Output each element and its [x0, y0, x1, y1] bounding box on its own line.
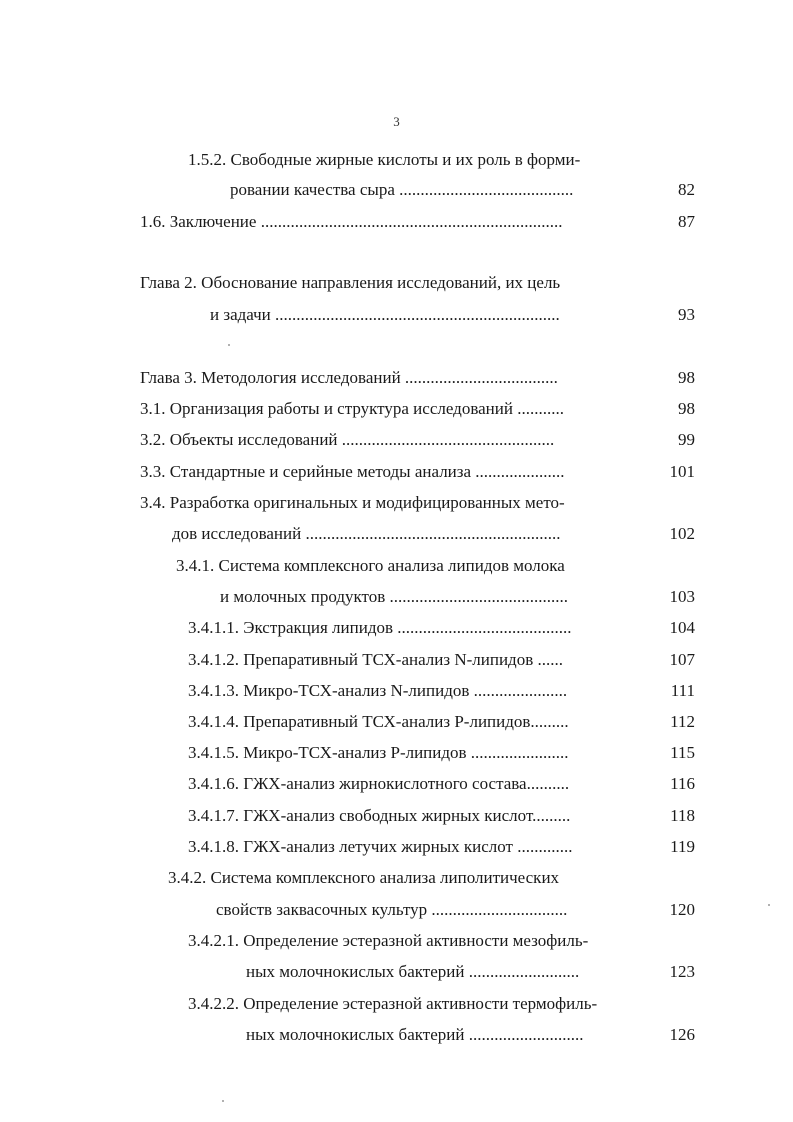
toc-entry: 3.4.1.2. Препаративный ТСХ-анализ N-липидов ...... — [188, 650, 563, 669]
toc-entry: свойств заквасочных культур ................................ — [216, 900, 568, 919]
toc-page-number: 98 — [678, 368, 695, 387]
toc-entry: и молочных продуктов .......................................... — [220, 587, 569, 606]
toc-entry: 3.2. Объекты исследований .................................................. — [140, 430, 555, 449]
toc-page-number: 104 — [669, 618, 695, 637]
toc-page-number: 102 — [669, 524, 695, 543]
toc-page-number: 87 — [678, 212, 695, 231]
toc-entry: Глава 3. Методология исследований .................................... — [140, 368, 558, 387]
toc-entry: 3.4.1. Система комплексного анализа липидов молока — [176, 556, 565, 575]
scan-speck — [228, 344, 230, 346]
scan-speck — [768, 904, 770, 906]
toc-entry: дов исследований ............................................................ — [172, 524, 561, 543]
toc-page-number: 82 — [678, 180, 695, 199]
toc-entry: 3.4.1.1. Экстракция липидов ......................................... — [188, 618, 572, 637]
toc-page-number: 111 — [670, 681, 695, 700]
toc-page-number: 119 — [670, 837, 695, 856]
toc-page-number: 123 — [669, 962, 695, 981]
toc-entry: 3.3. Стандартные и серийные методы анализа ..................... — [140, 462, 565, 481]
toc-page-number: 112 — [670, 712, 695, 731]
toc-entry: 3.4.1.5. Микро-ТСХ-анализ Р-липидов ....................... — [188, 743, 569, 762]
page-number: 3 — [393, 114, 400, 129]
toc-entry: 3.4.2.2. Определение эстеразной активности термофиль- — [188, 994, 598, 1013]
toc-entry: ных молочнокислых бактерий ........................... — [246, 1025, 584, 1044]
toc-page-number: 103 — [669, 587, 695, 606]
toc-page-number: 116 — [670, 774, 695, 793]
toc-page-number: 115 — [670, 743, 695, 762]
toc-entry: 3.1. Организация работы и структура исследований ........... — [140, 399, 564, 418]
toc-entry: ных молочнокислых бактерий .......................... — [246, 962, 580, 981]
toc-entry: 1.6. Заключение ....................................................................... — [140, 212, 563, 231]
toc-page-number: 101 — [669, 462, 695, 481]
toc-entry: 3.4.1.7. ГЖХ-анализ свободных жирных кислот......... — [188, 806, 571, 825]
toc-entry: и задачи ................................................................... — [210, 305, 560, 324]
toc-entry: 3.4.1.3. Микро-ТСХ-анализ N-липидов ...................... — [188, 681, 568, 700]
toc-page-number: 118 — [670, 806, 695, 825]
toc-entry: Глава 2. Обоснование направления исследований, их цель — [140, 273, 561, 292]
scan-speck — [222, 1100, 224, 1102]
toc-entry: 3.4.1.4. Препаративный ТСХ-анализ Р-липидов......... — [188, 712, 569, 731]
toc-entry: ровании качества сыра ......................................... — [230, 180, 574, 199]
toc-page-number: 120 — [669, 900, 695, 919]
toc-page-number: 126 — [669, 1025, 695, 1044]
toc-entry: 3.4.2.1. Определение эстеразной активности мезофиль- — [188, 931, 589, 950]
toc-entry: 3.4.1.6. ГЖХ-анализ жирнокислотного состава.......... — [188, 774, 570, 793]
toc-entry: 3.4. Разработка оригинальных и модифицированных мето- — [140, 493, 565, 512]
toc-entry: 1.5.2. Свободные жирные кислоты и их роль в форми- — [188, 150, 581, 169]
toc-page-number: 107 — [669, 650, 695, 669]
toc-page-number: 93 — [678, 305, 695, 324]
toc-page-number: 99 — [678, 430, 695, 449]
toc-entry: 3.4.1.8. ГЖХ-анализ летучих жирных кислот ............. — [188, 837, 573, 856]
toc-page-number: 98 — [678, 399, 695, 418]
toc-entry: 3.4.2. Система комплексного анализа липолитических — [168, 868, 560, 887]
